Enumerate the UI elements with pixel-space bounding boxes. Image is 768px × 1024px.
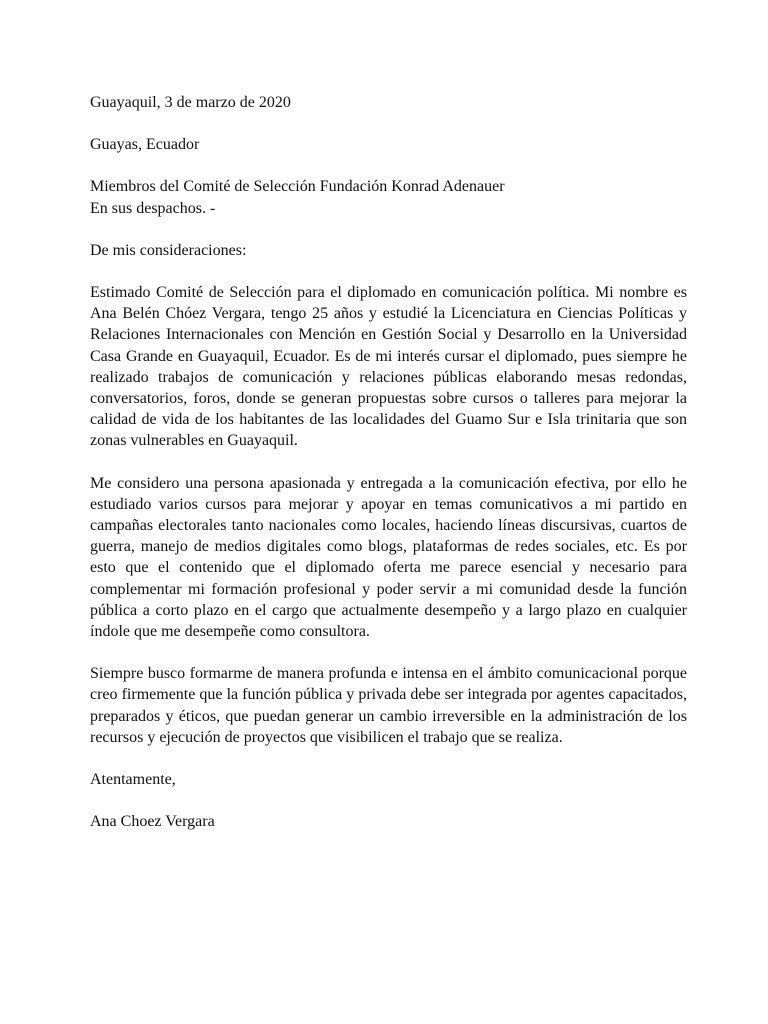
body-paragraph-3: Siempre busco formarme de manera profunda e intensa en el ámbito comunicacional porque creo firmemente que la función pública y privada debe ser integrada por agentes capacitados, preparados y éticos, que puedan generar un cambio irreversible en la administración de los recursos y ejecución de proyectos que visibilicen el trabajo que se realiza.	[90, 665, 687, 746]
location-line: Guayas, Ecuador	[90, 136, 200, 154]
letter-document	[90, 92, 687, 832]
signature-name: Ana Choez Vergara	[90, 813, 215, 831]
body-paragraph-2: Me considero una persona apasionada y entregada a la comunicación efectiva, por ello he estudiado varios cursos para mejorar y apoyar en temas comunicativos a mi partido en campañas electorales tanto nacionales como locales, haciendo líneas discursivas, cuartos de guerra, manejo de medios digitales como blogs, plataformas de redes sociales, etc. Es por esto que el contenido que el diplomado oferta me parece esencial y necesario para complementar mi formación profesional y poder servir a mi comunidad desde la función pública a corto plazo en el cargo que actualmente desempeño y a largo plazo en cualquier índole que me desempeñe como consultora.	[90, 474, 687, 641]
date-line: Guayaquil, 3 de marzo de 2020	[90, 94, 291, 111]
body-paragraph-1: Estimado Comité de Selección para el diplomado en comunicación política. Mi nombre es Ana Belén Chóez Vergara, tengo 25 años y estudié la Licenciatura en Ciencias Políticas y Relaciones Internacionales con Mención en Gestión Social y Desarrollo en la Universidad Casa Grande en Guayaquil, Ecuador. Es de mi interés cursar el diplomado, pues siempre he realizado trabajos de comunicación y relaciones públicas elaborando mesas redondas, conversatorios, foros, donde se generan propuestas sobre cursos o talleres para mejorar la calidad de vida de los habitantes de las localidades del Guamo Sur e Isla trinitaria que son zonas vulnerables en Guayaquil.	[90, 284, 687, 450]
recipient-block	[90, 176, 687, 218]
recipient-courtesy-line: En sus despachos. -	[90, 199, 216, 217]
greeting: De mis consideraciones:	[90, 241, 247, 259]
recipient-line: Miembros del Comité de Selección Fundación Konrad Adenauer	[90, 178, 505, 196]
closing: Atentamente,	[90, 771, 176, 789]
